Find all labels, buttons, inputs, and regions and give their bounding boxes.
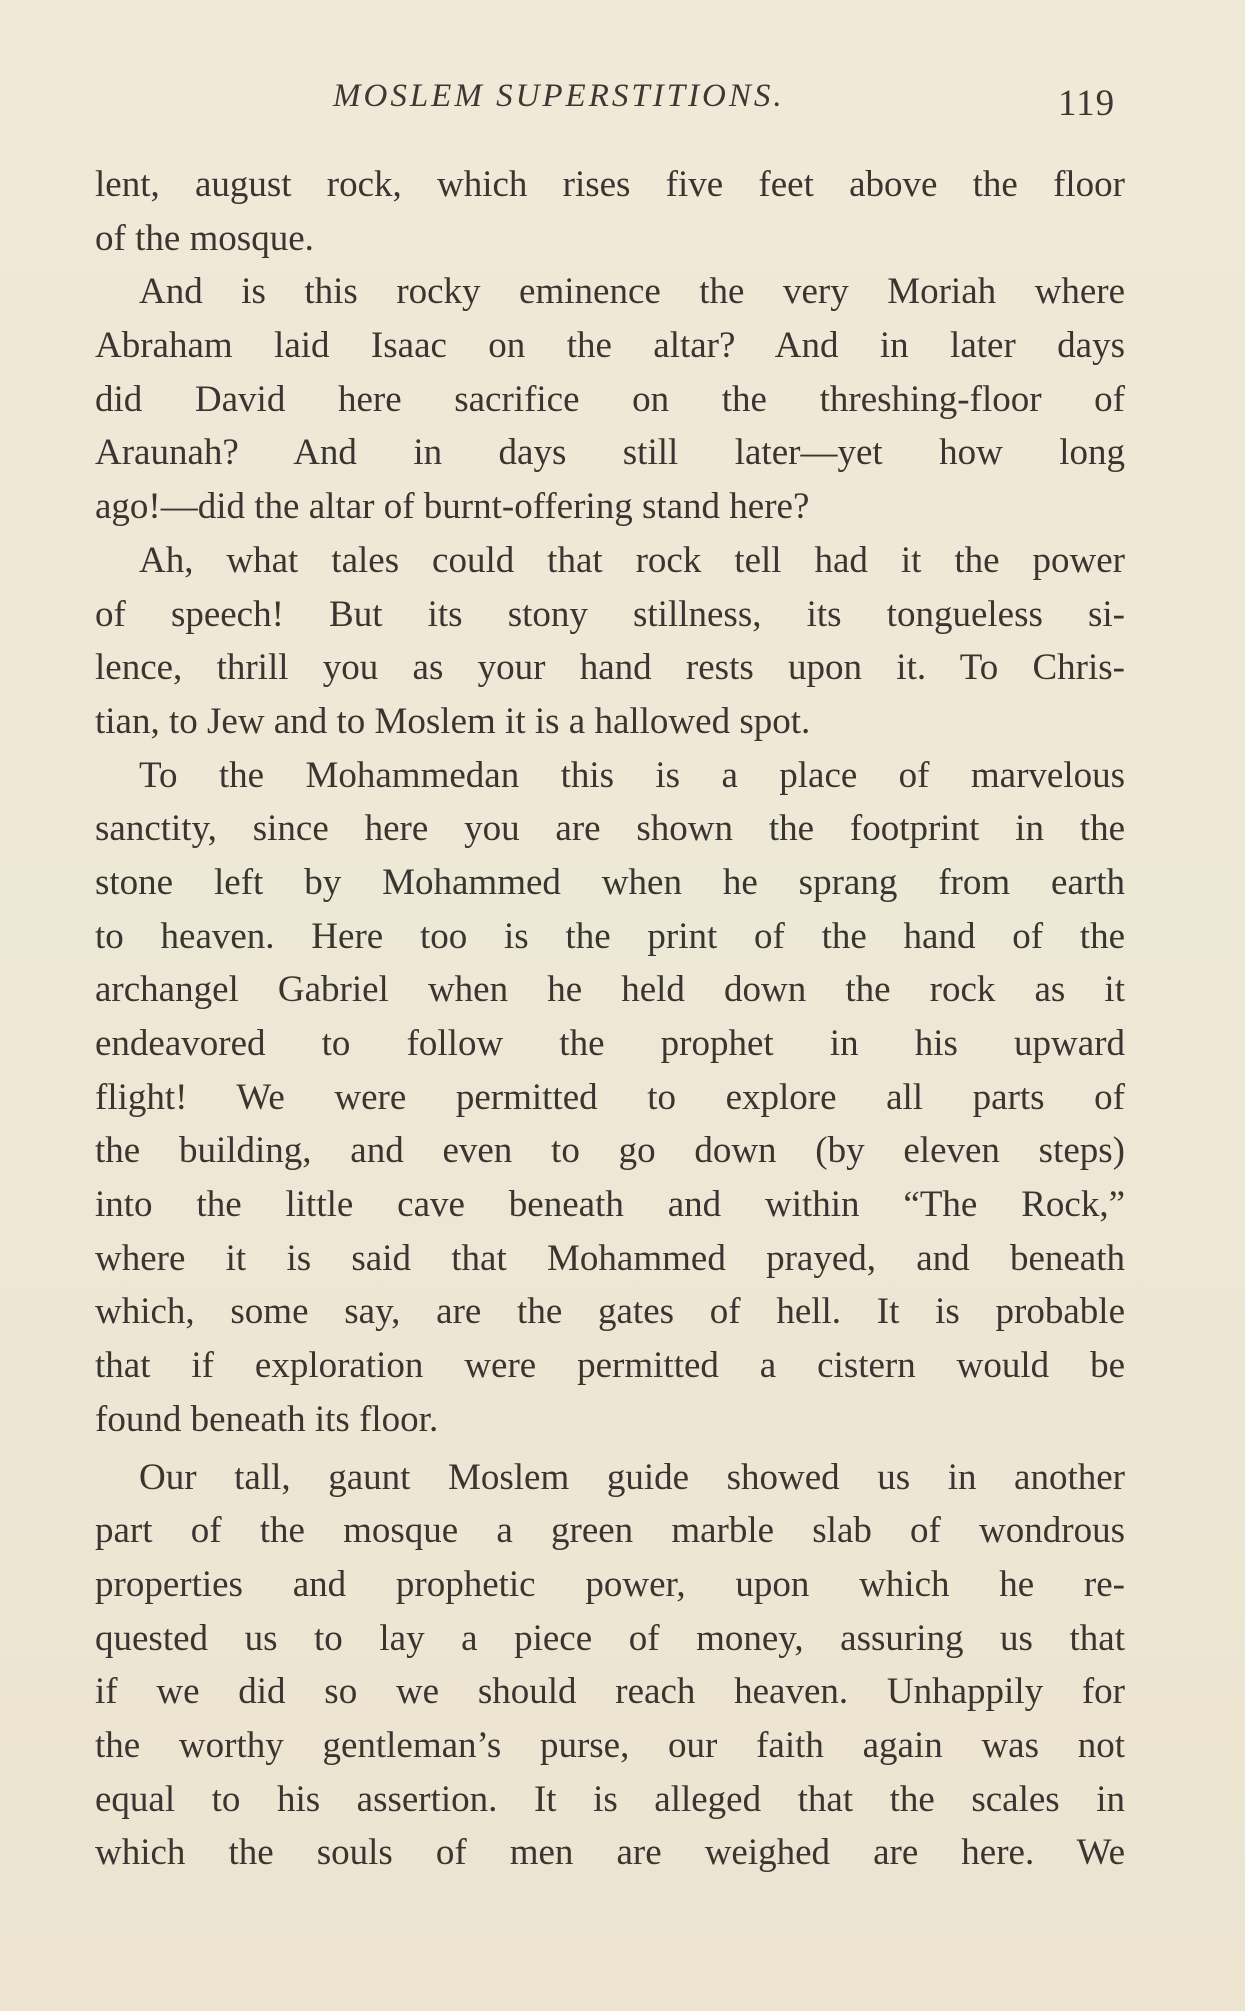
text-line: quested us to lay a piece of money, assuring us that	[95, 1617, 1125, 1659]
text-line: if we did so we should reach heaven. Unhappily for	[95, 1671, 1125, 1713]
text-line: that if exploration were permitted a cistern would be	[95, 1345, 1125, 1387]
body-text	[95, 158, 1125, 1880]
text-line: the worthy gentleman’s purse, our faith again was not	[95, 1724, 1125, 1766]
page-number: 119	[1058, 83, 1116, 124]
text-line: And is this rocky eminence the very Moriah where	[139, 271, 1125, 313]
text-line: the building, and even to go down (by eleven steps)	[95, 1130, 1125, 1172]
text-line: properties and prophetic power, upon which he re-	[95, 1563, 1125, 1605]
text-line: Araunah? And in days still later—yet how long	[95, 432, 1125, 474]
text-line: part of the mosque a green marble slab of wondrous	[95, 1510, 1125, 1552]
text-line: sanctity, since here you are shown the footprint in the	[95, 808, 1125, 850]
text-line: stone left by Mohammed when he sprang from earth	[95, 861, 1125, 903]
text-line: did David here sacrifice on the threshing-floor of	[95, 378, 1125, 420]
text-line: which the souls of men are weighed are here. We	[95, 1832, 1125, 1874]
text-line: tian, to Jew and to Moslem it is a hallowed spot.	[95, 700, 811, 742]
text-line: of speech! But its stony stillness, its tongueless si-	[95, 593, 1125, 635]
text-line: lent, august rock, which rises five feet above the floor	[95, 164, 1125, 205]
text-line: ago!—did the altar of burnt-offering stand here?	[95, 486, 810, 528]
text-line: archangel Gabriel when he held down the rock as it	[95, 969, 1125, 1011]
text-line: of the mosque.	[95, 217, 314, 259]
running-head-title: MOSLEM SUPERSTITIONS.	[333, 78, 785, 114]
text-line: flight! We were permitted to explore all parts of	[95, 1076, 1125, 1118]
text-line: where it is said that Mohammed prayed, and beneath	[95, 1237, 1125, 1279]
text-line: Ah, what tales could that rock tell had it the power	[139, 539, 1125, 581]
text-line: Abraham laid Isaac on the altar? And in later days	[95, 325, 1125, 367]
text-line: into the little cave beneath and within “The Rock,”	[95, 1184, 1125, 1226]
text-line: which, some say, are the gates of hell. It is probable	[95, 1291, 1125, 1333]
text-line: equal to his assertion. It is alleged that the scales in	[95, 1778, 1125, 1820]
text-line: to heaven. Here too is the print of the hand of the	[95, 915, 1125, 957]
text-line: lence, thrill you as your hand rests upon it. To Chris-	[95, 647, 1125, 689]
text-line: found beneath its floor.	[95, 1398, 439, 1440]
text-line: endeavored to follow the prophet in his upward	[95, 1023, 1125, 1064]
text-line: Our tall, gaunt Moslem guide showed us in another	[139, 1456, 1125, 1498]
text-line: To the Mohammedan this is a place of marvelous	[139, 754, 1125, 796]
